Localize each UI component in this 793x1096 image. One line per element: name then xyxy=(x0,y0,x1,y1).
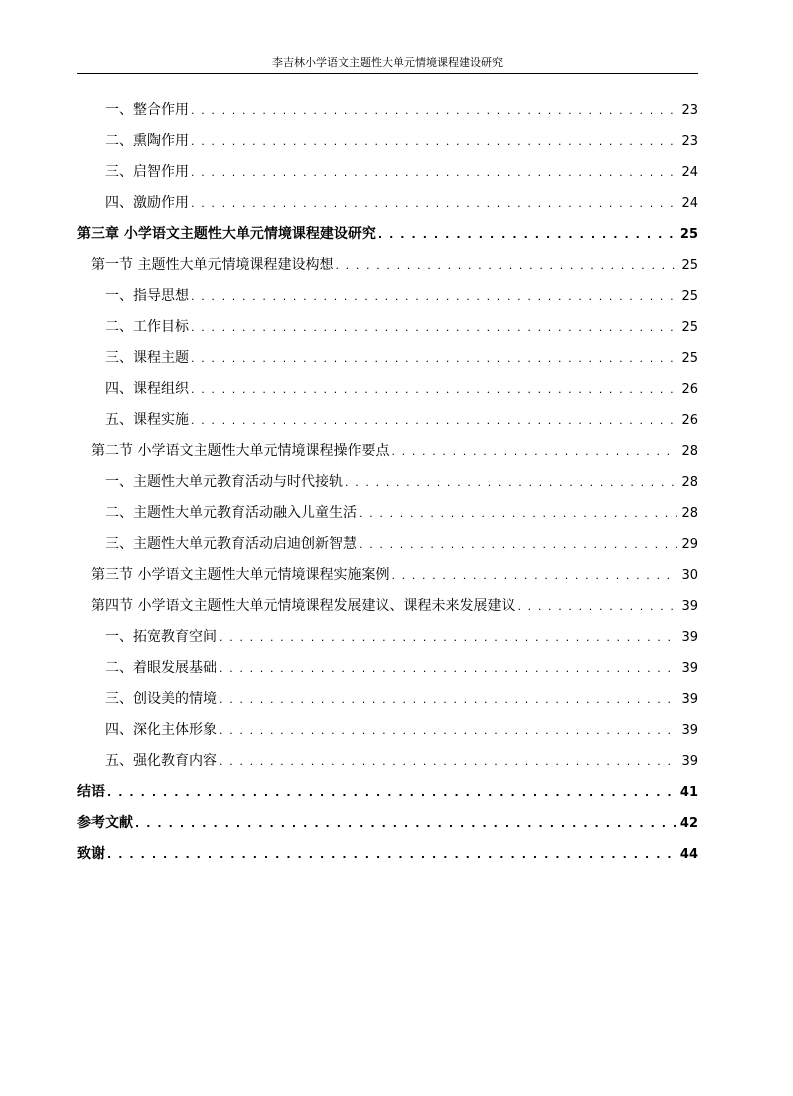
toc-entry-page: 42 xyxy=(679,816,698,831)
toc-entry[interactable] xyxy=(77,157,698,188)
toc-entry[interactable] xyxy=(77,715,698,746)
toc-entry[interactable] xyxy=(77,188,698,219)
toc-entry[interactable] xyxy=(77,126,698,157)
toc-leader-dots xyxy=(191,405,677,436)
toc-leader-dots xyxy=(191,157,677,188)
toc-entry-page: 25 xyxy=(679,227,698,242)
toc-entry-page: 24 xyxy=(681,196,698,211)
toc-entry-label: 第四节 小学语文主题性大单元情境课程发展建议、课程未来发展建议 xyxy=(91,598,516,614)
toc-entry[interactable] xyxy=(77,529,698,560)
toc-entry-label: 二、工作目标 xyxy=(105,319,189,335)
toc-leader-dots xyxy=(378,219,676,250)
toc-entry[interactable] xyxy=(77,684,698,715)
toc-entry-label: 四、课程组织 xyxy=(105,381,189,397)
toc-entry-page: 23 xyxy=(681,134,698,149)
toc-leader-dots xyxy=(191,95,677,126)
toc-entry-page: 28 xyxy=(681,506,698,521)
toc-entry[interactable] xyxy=(77,746,698,777)
toc-entry[interactable] xyxy=(77,653,698,684)
toc-entry-page: 41 xyxy=(679,785,698,800)
toc-entry[interactable] xyxy=(77,312,698,343)
toc-entry[interactable] xyxy=(77,95,698,126)
toc-entry-label: 一、主题性大单元教育活动与时代接轨 xyxy=(105,474,343,490)
toc-leader-dots xyxy=(219,715,677,746)
toc-entry-page: 25 xyxy=(681,289,698,304)
toc-entry-label: 二、主题性大单元教育活动融入儿童生活 xyxy=(105,505,357,521)
toc-leader-dots xyxy=(335,250,677,281)
toc-entry[interactable] xyxy=(77,374,698,405)
toc-leader-dots xyxy=(219,684,677,715)
toc-leader-dots xyxy=(191,343,677,374)
toc-leader-dots xyxy=(391,560,677,591)
toc-leader-dots xyxy=(191,374,677,405)
toc-entry-label: 五、课程实施 xyxy=(105,412,189,428)
toc-entry-label: 第三章 小学语文主题性大单元情境课程建设研究 xyxy=(77,226,376,242)
toc-entry-label: 一、指导思想 xyxy=(105,288,189,304)
toc-entry-label: 一、整合作用 xyxy=(105,102,189,118)
toc-entry-page: 28 xyxy=(681,444,698,459)
running-header: 李吉林小学语文主题性大单元情境课程建设研究 xyxy=(272,56,503,69)
toc-entry-label: 一、拓宽教育空间 xyxy=(105,629,217,645)
toc-entry-page: 23 xyxy=(681,103,698,118)
toc-entry-page: 39 xyxy=(681,630,698,645)
toc-entry-page: 44 xyxy=(679,847,698,862)
toc-leader-dots xyxy=(359,498,677,529)
toc-entry[interactable] xyxy=(77,777,698,808)
toc-entry[interactable] xyxy=(77,498,698,529)
toc-leader-dots xyxy=(391,436,677,467)
toc-entry-label: 结语 xyxy=(77,784,105,800)
toc-entry[interactable] xyxy=(77,250,698,281)
toc-entry[interactable] xyxy=(77,436,698,467)
toc-entry-label: 二、熏陶作用 xyxy=(105,133,189,149)
toc-leader-dots xyxy=(191,281,677,312)
toc-entry-label: 五、强化教育内容 xyxy=(105,753,217,769)
toc-entry-page: 25 xyxy=(681,351,698,366)
toc-entry-page: 39 xyxy=(681,599,698,614)
toc-leader-dots xyxy=(107,839,676,870)
toc-entry-label: 第三节 小学语文主题性大单元情境课程实施案例 xyxy=(91,567,390,583)
header-rule xyxy=(77,73,698,74)
toc-entry[interactable] xyxy=(77,622,698,653)
toc-entry[interactable] xyxy=(77,808,698,839)
toc-leader-dots xyxy=(517,591,677,622)
toc-entry-page: 29 xyxy=(681,537,698,552)
toc-entry-label: 第一节 主题性大单元情境课程建设构想 xyxy=(91,257,334,273)
toc-leader-dots xyxy=(135,808,676,839)
toc-entry-page: 25 xyxy=(681,320,698,335)
toc-entry[interactable] xyxy=(77,405,698,436)
toc-entry-page: 25 xyxy=(681,258,698,273)
toc-leader-dots xyxy=(219,746,677,777)
toc-leader-dots xyxy=(191,312,677,343)
toc-entry[interactable] xyxy=(77,219,698,250)
toc-entry-page: 26 xyxy=(681,413,698,428)
toc-leader-dots xyxy=(191,188,677,219)
toc-entry-page: 39 xyxy=(681,661,698,676)
toc-leader-dots xyxy=(359,529,677,560)
toc-entry-page: 39 xyxy=(681,754,698,769)
toc-entry[interactable] xyxy=(77,839,698,870)
toc-entry-page: 39 xyxy=(681,723,698,738)
toc-entry-page: 39 xyxy=(681,692,698,707)
toc-entry[interactable] xyxy=(77,343,698,374)
toc-entry[interactable] xyxy=(77,591,698,622)
toc-leader-dots xyxy=(219,653,677,684)
toc-entry[interactable] xyxy=(77,467,698,498)
toc-leader-dots xyxy=(107,777,676,808)
toc-entry-label: 四、深化主体形象 xyxy=(105,722,217,738)
toc-entry-label: 三、主题性大单元教育活动启迪创新智慧 xyxy=(105,536,357,552)
toc-entry-label: 四、激励作用 xyxy=(105,195,189,211)
toc-entry-label: 三、课程主题 xyxy=(105,350,189,366)
toc-entry-label: 三、启智作用 xyxy=(105,164,189,180)
toc-entry[interactable] xyxy=(77,281,698,312)
toc-entry-label: 第二节 小学语文主题性大单元情境课程操作要点 xyxy=(91,443,390,459)
toc-entry-label: 三、创设美的情境 xyxy=(105,691,217,707)
toc-leader-dots xyxy=(345,467,677,498)
toc-entry-page: 30 xyxy=(681,568,698,583)
toc-leader-dots xyxy=(219,622,677,653)
toc-entry[interactable] xyxy=(77,560,698,591)
toc-entry-label: 二、着眼发展基础 xyxy=(105,660,217,676)
toc-entry-label: 致谢 xyxy=(77,846,105,862)
toc-entry-page: 26 xyxy=(681,382,698,397)
toc-entry-label: 参考文献 xyxy=(77,815,133,831)
toc-entry-page: 28 xyxy=(681,475,698,490)
toc-leader-dots xyxy=(191,126,677,157)
toc-entry-page: 24 xyxy=(681,165,698,180)
